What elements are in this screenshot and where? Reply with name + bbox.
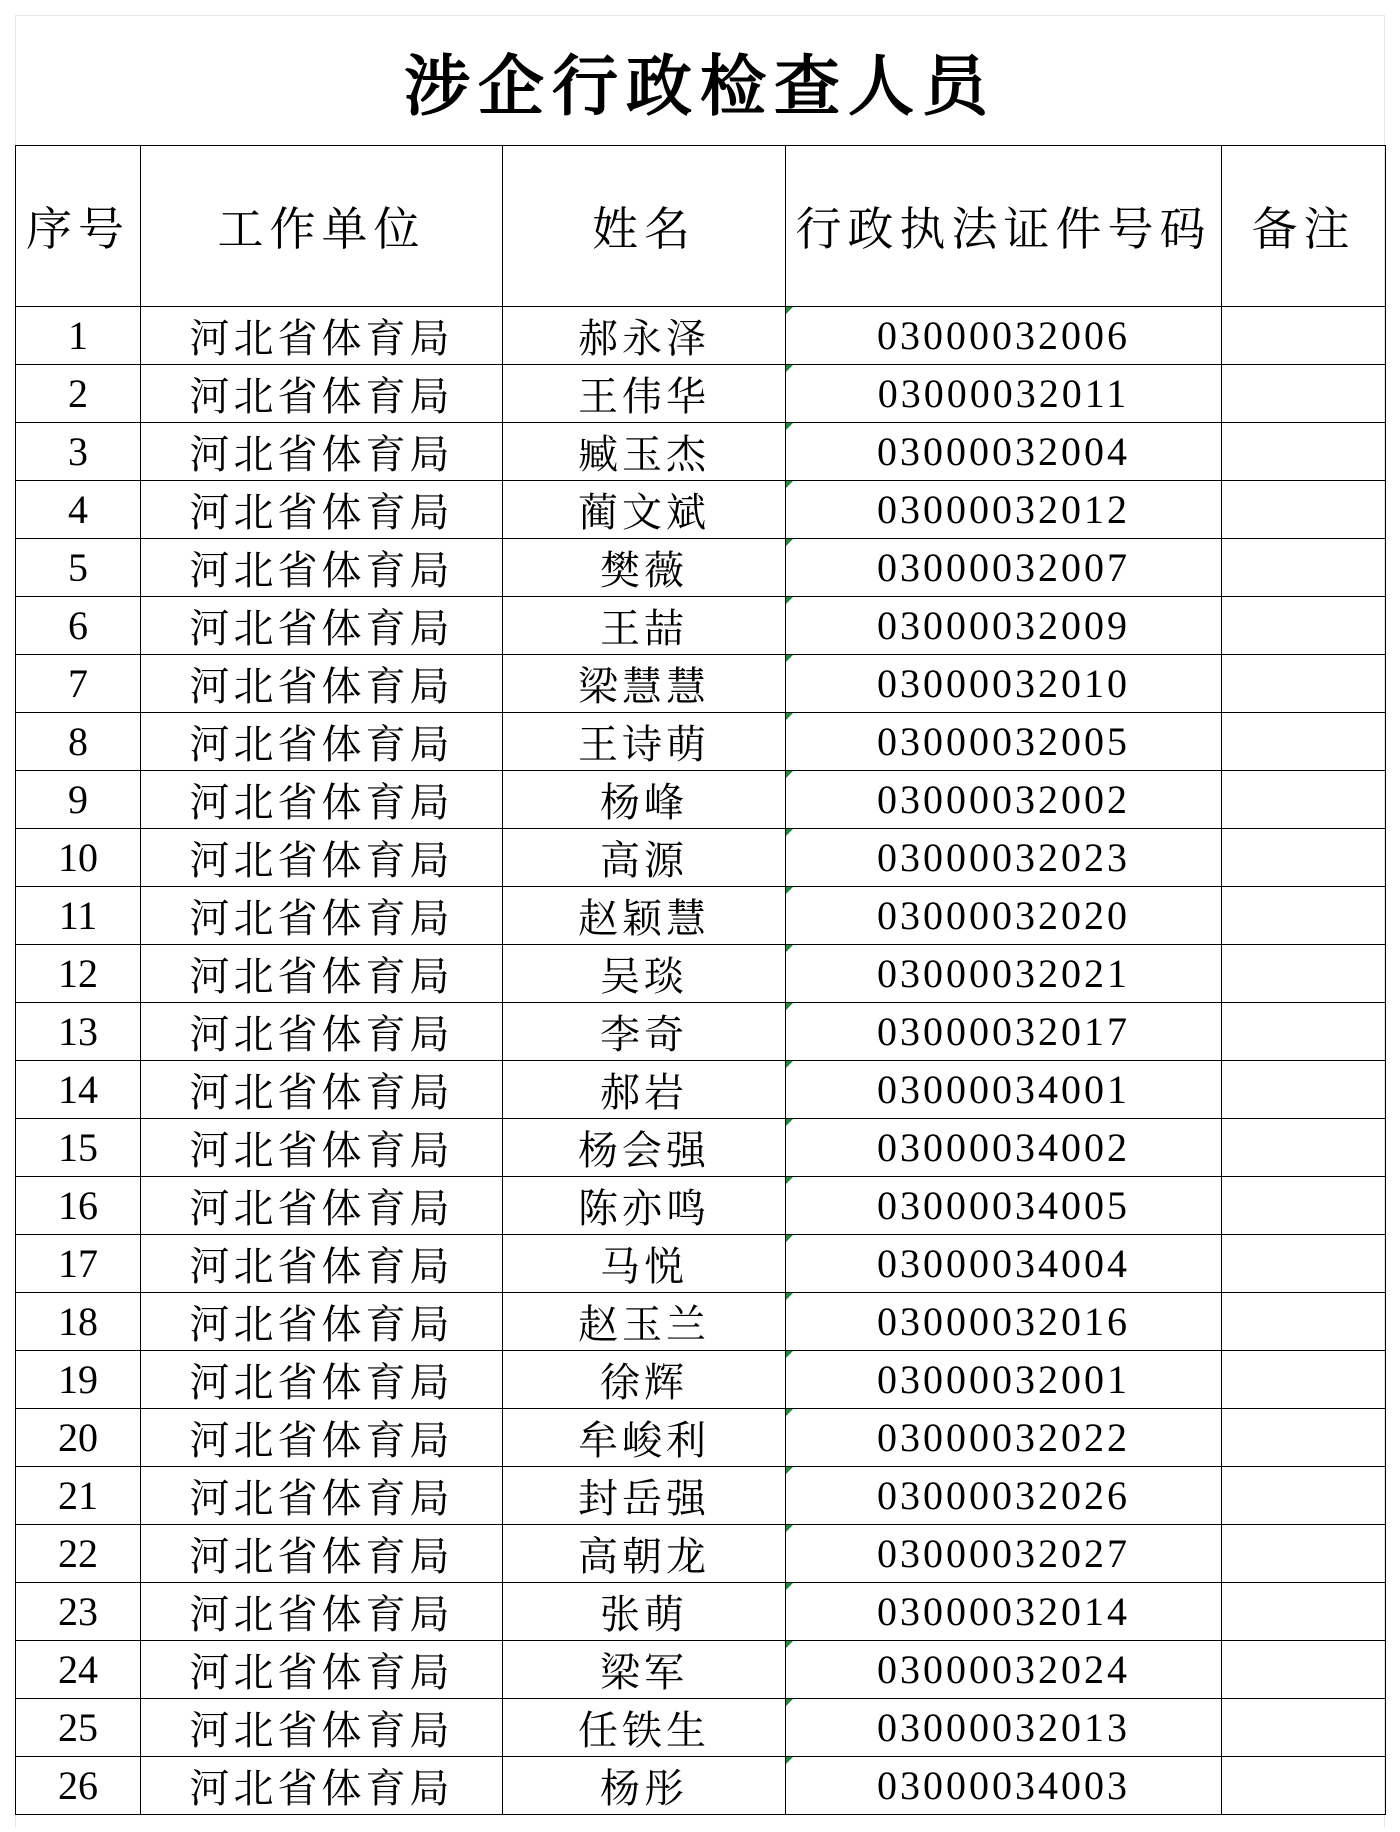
header-note: 备注	[1222, 146, 1386, 307]
cell-unit: 河北省体育局	[141, 1061, 503, 1119]
table-row	[16, 1409, 1386, 1467]
table-row	[16, 481, 1386, 539]
cell-name: 郝岩	[503, 1061, 786, 1119]
cell-unit: 河北省体育局	[141, 1293, 503, 1351]
cell-name: 马悦	[503, 1235, 786, 1293]
cell-unit: 河北省体育局	[141, 1757, 503, 1815]
cell-name: 赵颖慧	[503, 887, 786, 945]
cell-seq: 8	[16, 713, 141, 771]
table-row	[16, 1641, 1386, 1699]
cell-seq: 15	[16, 1119, 141, 1177]
cell-note	[1222, 713, 1386, 771]
cell-note	[1222, 1235, 1386, 1293]
cell-cert: 03000032011	[786, 365, 1222, 423]
cell-seq: 9	[16, 771, 141, 829]
header-cert: 行政执法证件号码	[786, 146, 1222, 307]
cell-unit: 河北省体育局	[141, 1409, 503, 1467]
cell-cert: 03000032023	[786, 829, 1222, 887]
table-row	[16, 597, 1386, 655]
cell-seq: 1	[16, 307, 141, 365]
cell-unit: 河北省体育局	[141, 713, 503, 771]
cell-name: 高朝龙	[503, 1525, 786, 1583]
cell-cert: 03000032002	[786, 771, 1222, 829]
cell-unit: 河北省体育局	[141, 423, 503, 481]
header-name: 姓名	[503, 146, 786, 307]
cell-note	[1222, 829, 1386, 887]
cell-unit: 河北省体育局	[141, 1467, 503, 1525]
table-row	[16, 655, 1386, 713]
cell-name: 王诗萌	[503, 713, 786, 771]
header-row	[16, 146, 1386, 307]
cell-cert: 03000034002	[786, 1119, 1222, 1177]
table-row	[16, 771, 1386, 829]
table-row	[16, 1119, 1386, 1177]
cell-note	[1222, 887, 1386, 945]
cell-note	[1222, 771, 1386, 829]
cell-cert: 03000032020	[786, 887, 1222, 945]
cell-note	[1222, 1061, 1386, 1119]
cell-cert: 03000032017	[786, 1003, 1222, 1061]
cell-unit: 河北省体育局	[141, 829, 503, 887]
table-row	[16, 1061, 1386, 1119]
cell-seq: 12	[16, 945, 141, 1003]
cell-note	[1222, 423, 1386, 481]
cell-name: 杨峰	[503, 771, 786, 829]
cell-cert: 03000032012	[786, 481, 1222, 539]
cell-unit: 河北省体育局	[141, 887, 503, 945]
inspector-table	[15, 145, 1386, 1815]
cell-cert: 03000032004	[786, 423, 1222, 481]
cell-unit: 河北省体育局	[141, 1351, 503, 1409]
cell-note	[1222, 1293, 1386, 1351]
cell-unit: 河北省体育局	[141, 655, 503, 713]
cell-name: 任铁生	[503, 1699, 786, 1757]
cell-seq: 20	[16, 1409, 141, 1467]
table-row	[16, 1525, 1386, 1583]
cell-name: 樊薇	[503, 539, 786, 597]
cell-name: 郝永泽	[503, 307, 786, 365]
cell-note	[1222, 539, 1386, 597]
cell-unit: 河北省体育局	[141, 1177, 503, 1235]
cell-unit: 河北省体育局	[141, 597, 503, 655]
table-row	[16, 1177, 1386, 1235]
cell-cert: 03000032013	[786, 1699, 1222, 1757]
cell-note	[1222, 1757, 1386, 1815]
cell-cert: 03000032007	[786, 539, 1222, 597]
table-row	[16, 423, 1386, 481]
cell-unit: 河北省体育局	[141, 1235, 503, 1293]
table-row	[16, 1293, 1386, 1351]
cell-cert: 03000034005	[786, 1177, 1222, 1235]
cell-seq: 19	[16, 1351, 141, 1409]
cell-cert: 03000032014	[786, 1583, 1222, 1641]
cell-seq: 18	[16, 1293, 141, 1351]
table-row	[16, 307, 1386, 365]
cell-name: 吴琰	[503, 945, 786, 1003]
cell-seq: 14	[16, 1061, 141, 1119]
header-unit: 工作单位	[141, 146, 503, 307]
cell-seq: 11	[16, 887, 141, 945]
cell-note	[1222, 1641, 1386, 1699]
cell-note	[1222, 307, 1386, 365]
cell-seq: 17	[16, 1235, 141, 1293]
cell-unit: 河北省体育局	[141, 1119, 503, 1177]
cell-name: 梁慧慧	[503, 655, 786, 713]
table-body	[16, 307, 1386, 1815]
cell-cert: 03000032001	[786, 1351, 1222, 1409]
table-row	[16, 1235, 1386, 1293]
cell-name: 王伟华	[503, 365, 786, 423]
cell-unit: 河北省体育局	[141, 539, 503, 597]
header-seq: 序号	[16, 146, 141, 307]
table-row	[16, 1467, 1386, 1525]
table-row	[16, 365, 1386, 423]
cell-seq: 3	[16, 423, 141, 481]
cell-cert: 03000032010	[786, 655, 1222, 713]
cell-seq: 16	[16, 1177, 141, 1235]
cell-name: 杨会强	[503, 1119, 786, 1177]
cell-note	[1222, 1409, 1386, 1467]
cell-seq: 6	[16, 597, 141, 655]
cell-unit: 河北省体育局	[141, 771, 503, 829]
cell-name: 李奇	[503, 1003, 786, 1061]
cell-cert: 03000034003	[786, 1757, 1222, 1815]
cell-seq: 2	[16, 365, 141, 423]
cell-cert: 03000032016	[786, 1293, 1222, 1351]
cell-cert: 03000034004	[786, 1235, 1222, 1293]
cell-unit: 河北省体育局	[141, 481, 503, 539]
cell-unit: 河北省体育局	[141, 945, 503, 1003]
table-row	[16, 1583, 1386, 1641]
cell-note	[1222, 1583, 1386, 1641]
cell-name: 王喆	[503, 597, 786, 655]
cell-seq: 7	[16, 655, 141, 713]
cell-name: 蔺文斌	[503, 481, 786, 539]
cell-name: 封岳强	[503, 1467, 786, 1525]
cell-cert: 03000032027	[786, 1525, 1222, 1583]
cell-seq: 10	[16, 829, 141, 887]
cell-note	[1222, 655, 1386, 713]
cell-unit: 河北省体育局	[141, 1003, 503, 1061]
cell-note	[1222, 1003, 1386, 1061]
cell-seq: 21	[16, 1467, 141, 1525]
cell-unit: 河北省体育局	[141, 1699, 503, 1757]
cell-seq: 5	[16, 539, 141, 597]
cell-name: 牟峻利	[503, 1409, 786, 1467]
cell-name: 臧玉杰	[503, 423, 786, 481]
cell-cert: 03000034001	[786, 1061, 1222, 1119]
cell-seq: 25	[16, 1699, 141, 1757]
table-row	[16, 945, 1386, 1003]
cell-name: 张萌	[503, 1583, 786, 1641]
table-row	[16, 887, 1386, 945]
table-row	[16, 539, 1386, 597]
cell-note	[1222, 945, 1386, 1003]
cell-cert: 03000032026	[786, 1467, 1222, 1525]
cell-note	[1222, 1467, 1386, 1525]
cell-seq: 13	[16, 1003, 141, 1061]
cell-unit: 河北省体育局	[141, 1525, 503, 1583]
page-title: 涉企行政检查人员	[404, 46, 996, 125]
cell-name: 陈亦鸣	[503, 1177, 786, 1235]
table-row	[16, 829, 1386, 887]
cell-name: 徐辉	[503, 1351, 786, 1409]
cell-cert: 03000032005	[786, 713, 1222, 771]
cell-seq: 24	[16, 1641, 141, 1699]
cell-note	[1222, 1699, 1386, 1757]
cell-note	[1222, 1525, 1386, 1583]
cell-unit: 河北省体育局	[141, 1641, 503, 1699]
cell-note	[1222, 1351, 1386, 1409]
cell-cert: 03000032022	[786, 1409, 1222, 1467]
cell-unit: 河北省体育局	[141, 307, 503, 365]
cell-seq: 26	[16, 1757, 141, 1815]
table-row	[16, 1351, 1386, 1409]
cell-name: 赵玉兰	[503, 1293, 786, 1351]
cell-unit: 河北省体育局	[141, 365, 503, 423]
table-row	[16, 1699, 1386, 1757]
cell-seq: 22	[16, 1525, 141, 1583]
cell-name: 高源	[503, 829, 786, 887]
cell-name: 梁军	[503, 1641, 786, 1699]
cell-note	[1222, 365, 1386, 423]
cell-note	[1222, 481, 1386, 539]
cell-unit: 河北省体育局	[141, 1583, 503, 1641]
cell-seq: 4	[16, 481, 141, 539]
table-row	[16, 1757, 1386, 1815]
cell-seq: 23	[16, 1583, 141, 1641]
cell-name: 杨彤	[503, 1757, 786, 1815]
table-row	[16, 1003, 1386, 1061]
cell-note	[1222, 597, 1386, 655]
cell-cert: 03000032024	[786, 1641, 1222, 1699]
table-row	[16, 713, 1386, 771]
cell-note	[1222, 1119, 1386, 1177]
cell-note	[1222, 1177, 1386, 1235]
cell-cert: 03000032006	[786, 307, 1222, 365]
cell-cert: 03000032021	[786, 945, 1222, 1003]
cell-cert: 03000032009	[786, 597, 1222, 655]
